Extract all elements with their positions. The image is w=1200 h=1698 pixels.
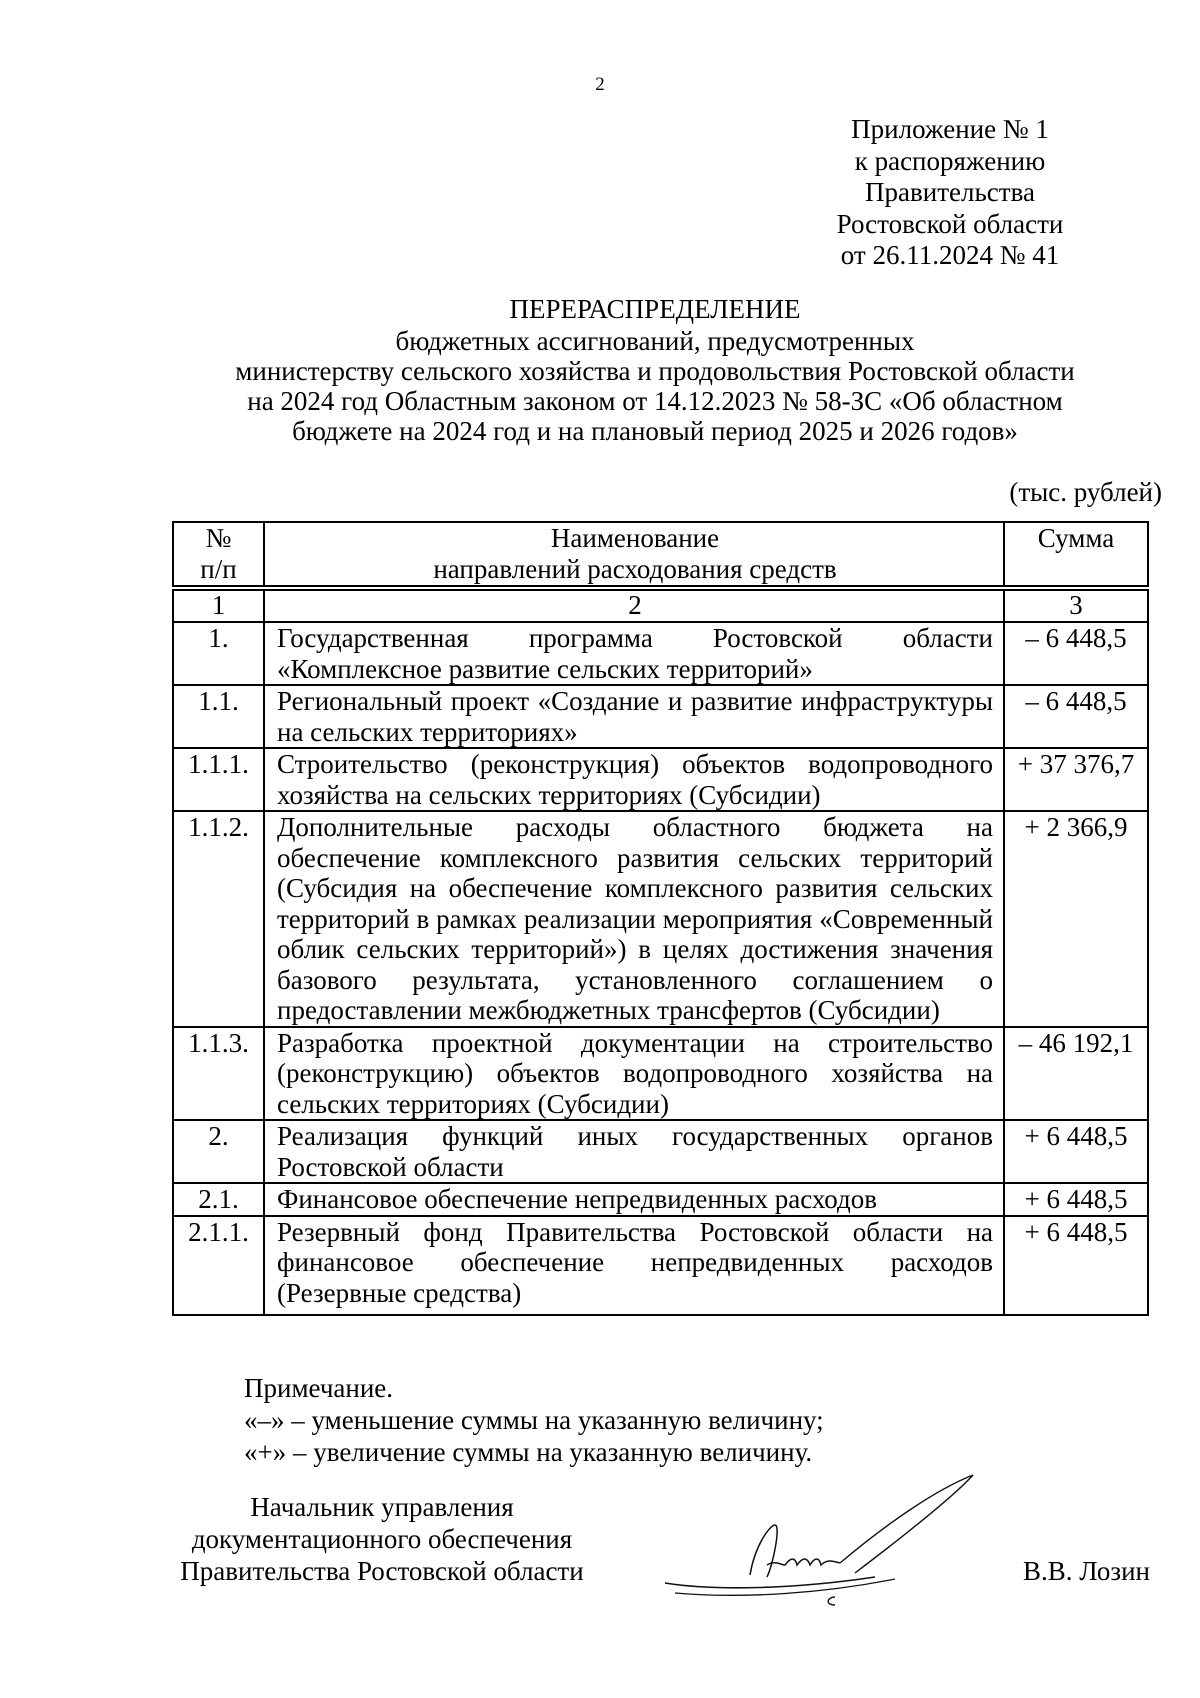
note-line: «–» – уменьшение суммы на указанную величину;: [244, 1405, 824, 1435]
row-name: Дополнительные расходы областного бюджета на обеспечение комплексного развития сельских территорий (Субсидия на обеспечение комплексного развития сельских территорий в рамках реализации мероприятия «Современный облик сельских территорий») в целях достижения значения базового результата, установленного соглашением о предоставлении межбюджетных трансфертов (Субсидии): [264, 811, 1004, 1027]
subtitle-line: бюджетных ассигнований, предусмотренных: [395, 326, 915, 356]
row-num: 1.1.1.: [173, 748, 264, 811]
index-cell: 3: [1004, 590, 1148, 622]
row-sum: + 37 376,7: [1004, 748, 1148, 811]
signer-title-line: Правительства Ростовской области: [180, 1556, 584, 1586]
row-name: Государственная программа Ростовской области «Комплексное развитие сельских территорий»: [264, 622, 1004, 685]
row-sum: + 6 448,5: [1004, 1216, 1148, 1316]
header-name-cell: [264, 522, 1004, 586]
row-name: Строительство (реконструкция) объектов водопроводного хозяйства на сельских территориях (Субсидии): [264, 748, 1004, 811]
header-num-line: п/п: [200, 553, 237, 584]
row-sum: – 6 448,5: [1004, 622, 1148, 685]
document-title: ПЕРЕРАСПРЕДЕЛЕНИЕ: [509, 294, 801, 324]
row-sum: – 6 448,5: [1004, 685, 1148, 748]
index-cell: 1: [173, 590, 264, 622]
row-name: Финансовое обеспечение непредвиденных расходов: [264, 1183, 1004, 1216]
budget-table: [172, 521, 1149, 1316]
row-name: Резервный фонд Правительства Ростовской области на финансовое обеспечение непредвиденных расходов (Резервные средства): [264, 1216, 1004, 1316]
row-num: 2.: [173, 1120, 264, 1183]
page-number: 2: [595, 74, 605, 95]
row-sum: + 6 448,5: [1004, 1120, 1148, 1183]
table-row: [173, 1183, 1148, 1216]
appendix-line: Правительства: [865, 177, 1035, 207]
index-cell: 2: [264, 590, 1004, 622]
table-header-row: [173, 522, 1148, 586]
row-num: 1.1.3.: [173, 1027, 264, 1121]
appendix-line: Приложение № 1: [851, 114, 1049, 144]
row-num: 1.1.2.: [173, 811, 264, 1027]
row-num: 1.1.: [173, 685, 264, 748]
header-sum-cell: Сумма: [1004, 522, 1148, 586]
note-title: Примечание.: [244, 1373, 394, 1403]
table-row: [173, 748, 1148, 811]
appendix-block: [820, 114, 1080, 272]
table-row: [173, 1216, 1148, 1316]
subtitle-line: на 2024 год Областным законом от 14.12.2023 № 58-ЗС «Об областном: [247, 386, 1063, 416]
subtitle-line: министерству сельского хозяйства и продовольствия Ростовской области: [235, 356, 1075, 386]
row-name: Разработка проектной документации на строительство (реконструкцию) объектов водопроводного хозяйства на сельских территориях (Субсидии): [264, 1027, 1004, 1121]
note-block: [244, 1372, 824, 1468]
table-row: [173, 685, 1148, 748]
table-index-row: [173, 590, 1148, 622]
header-name-line: направлений расходования средств: [433, 553, 837, 584]
row-sum: + 2 366,9: [1004, 811, 1148, 1027]
row-name: Региональный проект «Создание и развитие инфраструктуры на сельских территориях»: [264, 685, 1004, 748]
signer-title-line: документационного обеспечения: [191, 1524, 573, 1554]
signer-title-line: Начальник управления: [250, 1492, 514, 1522]
signer-title: [172, 1491, 592, 1587]
appendix-line: к распоряжению: [854, 145, 1046, 176]
appendix-line: от 26.11.2024 № 41: [840, 240, 1060, 270]
row-sum: + 6 448,5: [1004, 1183, 1148, 1216]
row-name: Реализация функций иных государственных органов Ростовской области: [264, 1120, 1004, 1183]
header-num-line: №: [205, 523, 232, 553]
note-line: «+» – увеличение суммы на указанную величину.: [244, 1437, 813, 1467]
table-row: [173, 1120, 1148, 1183]
row-num: 2.1.1.: [173, 1216, 264, 1316]
header-num-cell: [173, 522, 264, 586]
handwritten-signature: [655, 1465, 985, 1615]
units-label: (тыс. рублей): [1009, 477, 1162, 507]
document-subtitle: [140, 326, 1170, 446]
table-row: [173, 811, 1148, 1027]
row-sum: – 46 192,1: [1004, 1027, 1148, 1121]
signer-name: В.В. Лозин: [1023, 1556, 1150, 1586]
row-num: 1.: [173, 622, 264, 685]
row-num: 2.1.: [173, 1183, 264, 1216]
table-row: [173, 622, 1148, 685]
subtitle-line: бюджете на 2024 год и на плановый период 2025 и 2026 годов»: [292, 416, 1018, 446]
appendix-line: Ростовской области: [836, 208, 1064, 239]
table-row: [173, 1027, 1148, 1121]
header-name-line: Наименование: [550, 523, 720, 553]
